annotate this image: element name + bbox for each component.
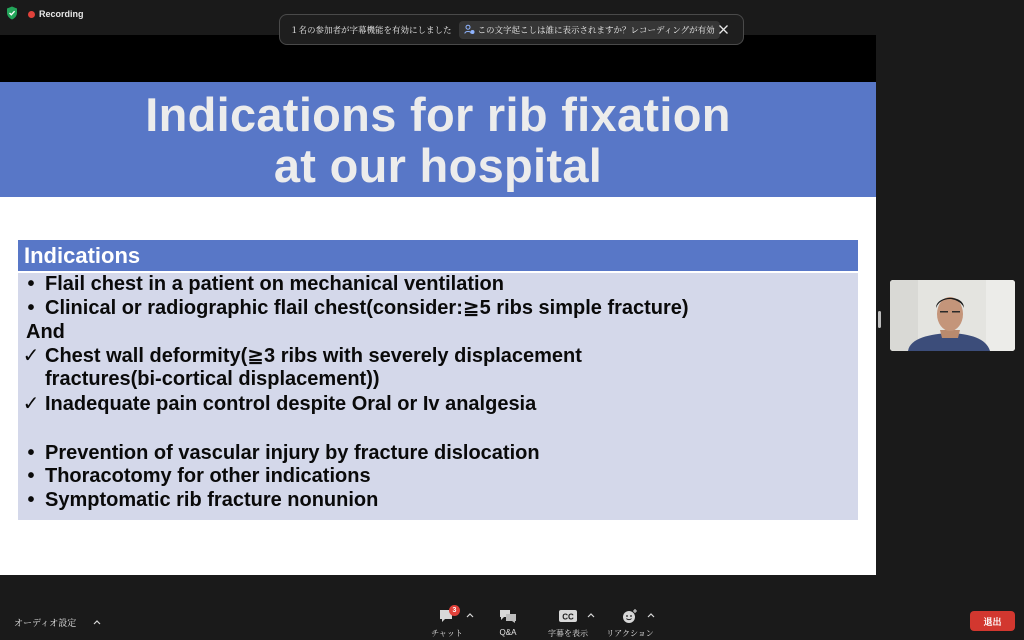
list-item-text: Inadequate pain control despite Oral or Iv analgesia [45,393,537,415]
panel-resize-handle[interactable] [878,311,881,328]
chevron-up-icon[interactable] [466,612,474,618]
cc-icon-text: CC [562,612,574,622]
caption-notification [279,14,744,45]
meeting-toolbar [0,602,1024,640]
check-mark: ✓ [22,345,40,367]
bullet-mark: • [27,489,35,511]
presentation-slide [0,82,876,575]
chat-button-label: チャット [431,629,463,638]
list-item-text: Prevention of vascular injury by fracture dislocation [45,442,540,464]
shield-check-icon[interactable] [6,6,18,20]
list-item-text: Clinical or radiographic flail chest(consider:≧5 ribs simple fracture) [45,297,689,319]
bullet-mark: • [27,465,35,487]
transcript-visibility-label: この文字起こしは誰に表示されますか？レコーディングが有効 [477,24,715,35]
bullet-mark: • [27,297,35,319]
bullet-mark: • [27,442,35,464]
qa-button-label: Q&A [499,628,517,637]
indications-header [18,240,858,271]
recording-indicator[interactable] [28,7,84,21]
indications-list [18,273,858,520]
list-item-text: Thoracotomy for other indications [45,465,371,487]
show-captions-label: 字幕を表示 [548,629,588,638]
chevron-up-icon[interactable] [587,612,595,618]
indications-header-label: Indications [24,242,141,268]
list-item-text: fractures(bi-cortical displacement)) [45,368,380,390]
closed-captions-icon [558,608,578,624]
transcript-visibility-link[interactable] [459,21,720,39]
caption-notification-message: １名の参加者が字幕機能を有効にしました [290,24,452,35]
participant-video-tile[interactable] [890,280,1015,351]
reactions-label: リアクション [606,629,654,638]
slide-title-band [0,82,876,197]
close-icon[interactable] [718,24,729,35]
check-mark: ✓ [22,393,40,415]
participant-video-feed [890,280,1015,351]
list-item-text: Symptomatic rib fracture nonunion [45,489,379,511]
qa-button[interactable] [478,606,538,640]
bullet-mark: • [27,273,35,295]
shared-screen [0,35,876,575]
list-item-text: And [26,321,65,343]
chat-unread-badge: 3 [449,605,460,616]
recording-dot-icon [28,11,35,18]
reaction-icon [621,608,639,624]
chevron-up-icon[interactable] [647,612,655,618]
audio-settings-button[interactable]: オーディオ設定 [14,618,77,628]
slide-title: Indications for rib fixation at our hospital [145,87,731,192]
recording-label: Recording [39,9,84,19]
leave-button[interactable]: 退出 [970,611,1015,631]
person-info-icon [464,24,475,35]
list-item-text: Flail chest in a patient on mechanical ventilation [45,273,504,295]
chevron-up-icon[interactable] [93,619,101,625]
qa-icon [498,608,518,624]
list-item-text: Chest wall deformity(≧3 ribs with severely displacement [45,345,582,367]
